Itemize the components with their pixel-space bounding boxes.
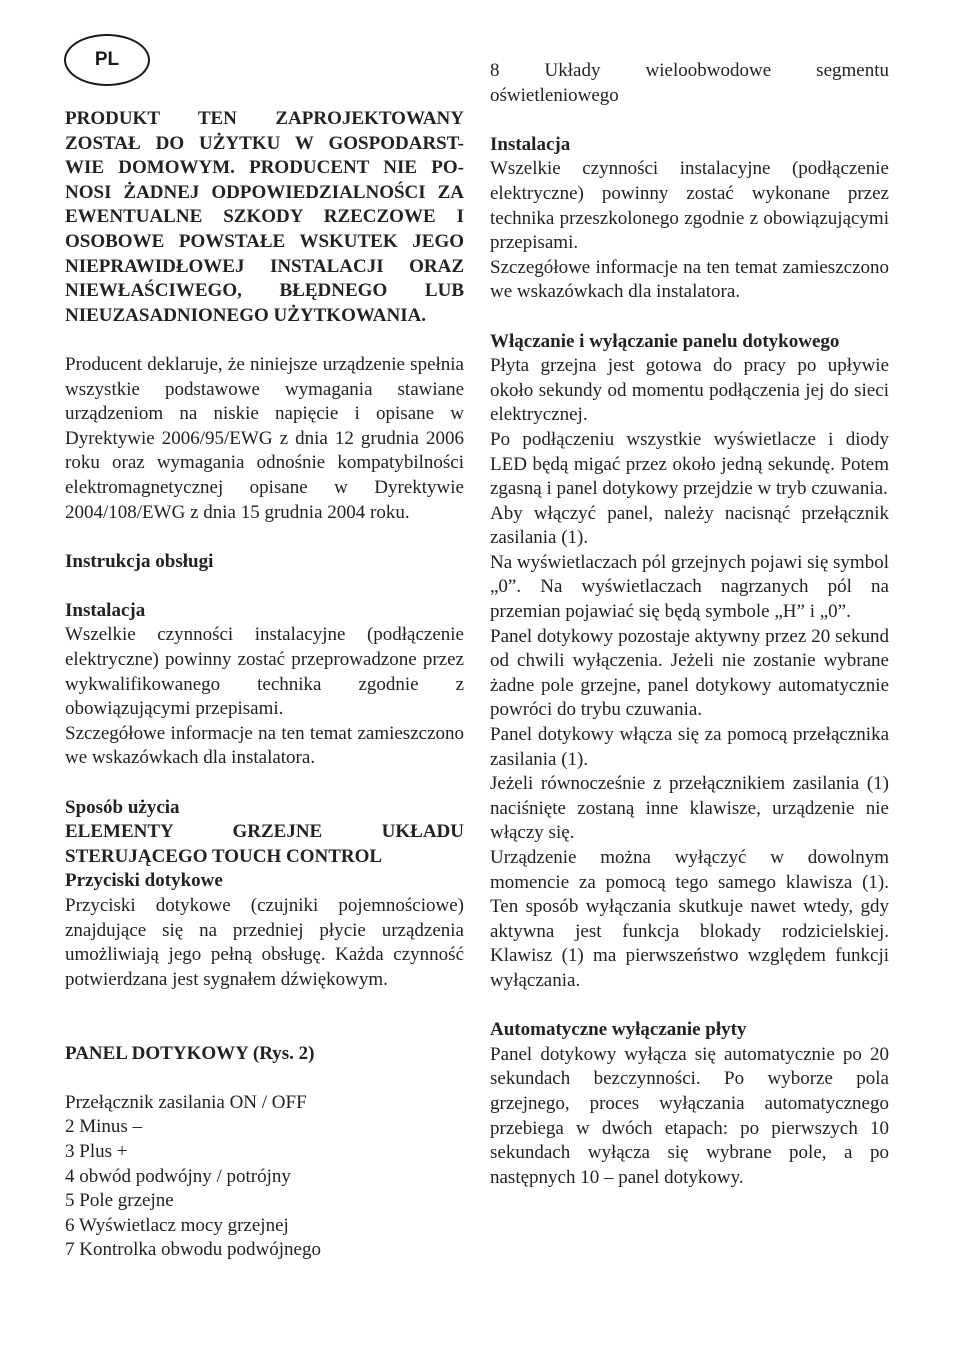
installation-heading: Instalacja (65, 599, 146, 621)
elements-heading-line: ELEMENTY GRZEJNE UKŁADU (65, 821, 464, 843)
warning-line: NIEPRAWIDŁOWEJ INSTALACJI ORAZ (65, 255, 464, 277)
warning-line: NIEWŁAŚCIWEGO, BŁĘDNEGO LUB (65, 280, 464, 302)
warning-line: EWENTUALNE SZKODY RZECZOWE I (65, 206, 464, 228)
touch-buttons-heading: Przyciski dotykowe (65, 870, 223, 892)
on-off-paragraph: Urządzenie można wyłączyć w dowolnym momencie za pomocą tego samego klawisza (1). Ten sposób wyłączania skutkuje nawet wtedy, gdy aktywna jest funkcja blokady rodzicielskiej. Klawisz (1) ma pierwszeństwo względem funkcji wyłączania. (490, 847, 889, 991)
usage-heading: Sposób użycia (65, 796, 180, 818)
auto-off-heading: Automatyczne wyłączanie płyty (490, 1019, 747, 1041)
warning-line: NIEUZASADNIONEGO UŻYTKOWANIA. (65, 304, 427, 326)
language-badge: PL (64, 34, 150, 86)
touch-panel-heading: PANEL DOTYKOWY (Rys. 2) (65, 1042, 315, 1064)
installation-heading: Instalacja (490, 133, 571, 155)
list-item-continuation: oświetleniowego (490, 84, 619, 106)
list-item: 7 Kontrolka obwodu podwójnego (65, 1239, 321, 1261)
installation-text: Wszelkie czynności instalacyjne (podłączenie elektryczne) powinny zostać wykonane przez technika przeszkolonego zgodnie z obowiązującymi przepisami. (490, 158, 889, 254)
on-off-heading: Włączanie i wyłączanie panelu dotykowego (490, 330, 840, 352)
warning-line: ZOSTAŁ DO UŻYTKU W GOSPODARST- (65, 132, 464, 154)
touch-buttons-text: Przyciski dotykowe (czujniki pojemnościowe) znajdujące się na przedniej płycie urządzenia umożliwiają jego pełną obsługę. Każda czynność potwierdzana jest sygnałem dźwiękowym. (65, 895, 464, 990)
list-item: 2 Minus – (65, 1116, 143, 1138)
on-off-paragraph: Po podłączeniu wszystkie wyświetlacze i diody LED będą migać przez około jedną sekundę. Potem zgasną i panel dotykowy przejdzie w tryb czuwania. (490, 428, 889, 500)
manual-heading: Instrukcja obsługi (65, 550, 214, 572)
warning-line: NOSI ŻADNEJ ODPOWIEDZIALNOŚCI ZA (65, 181, 464, 203)
list-item: 3 Plus + (65, 1140, 128, 1162)
list-item: 8 Układy wieloobwodowe segmentu (490, 60, 889, 81)
installation-more: Szczegółowe informacje na ten temat zamieszczono we wskazówkach dla instalatora. (490, 256, 889, 303)
right-column (490, 59, 889, 1190)
on-off-paragraph: Płyta grzejna jest gotowa do pracy po upływie około sekundy od momentu podłączenia jej do sieci elektrycznej. (490, 355, 889, 426)
elements-heading-line: STERUJĄCEGO TOUCH CONTROL (65, 845, 383, 867)
installation-text: Wszelkie czynności instalacyjne (podłączenie elektryczne) powinny zostać przeprowadzone przez wykwalifikowanego technika zgodnie z obowiązującymi przepisami. (65, 624, 464, 720)
warning-line: OSOBOWE POWSTAŁE WSKUTEK JEGO (65, 230, 464, 252)
on-off-paragraph: Panel dotykowy włącza się za pomocą przełącznika zasilania (1). (490, 724, 889, 770)
safety-warning (65, 107, 464, 328)
list-item: 6 Wyświetlacz mocy grzejnej (65, 1214, 289, 1236)
installation-more: Szczegółowe informacje na ten temat zamieszczono we wskazówkach dla instalatora. (65, 722, 464, 769)
list-item: 4 obwód podwójny / potrójny (65, 1165, 291, 1187)
auto-off-text: Panel dotykowy wyłącza się automatycznie po 20 sekundach bezczynności. Po wyborze pola grzejnego, proces wyłączania automatycznego przebiega w dwóch etapach: po pierwszych 10 sekundach wyłącza się wybrane pole, a po następnych 10 – panel dotykowy. (490, 1043, 889, 1188)
conformity-declaration: Producent deklaruje, że niniejsze urządzenie spełnia wszystkie podstawowe wymagania stawiane urządzeniom na niskie napięcie i opisane w Dyrektywie 2006/95/EWG z dnia 12 grudnia 2006 roku oraz wymagania odnośnie kompatybilności elektromagnetycznej opisane w Dyrektywie 2004/108/EWG z dnia 15 grudnia 2004 roku. (65, 353, 464, 523)
left-column (65, 107, 464, 1263)
on-off-paragraph: Aby włączyć panel, należy nacisnąć przełącznik zasilania (1). (490, 502, 889, 549)
warning-line: PRODUKT TEN ZAPROJEKTOWANY (65, 108, 464, 129)
list-item: Przełącznik zasilania ON / OFF (65, 1091, 307, 1113)
warning-line: WIE DOMOWYM. PRODUCENT NIE PO- (65, 157, 464, 179)
panel-item-list (65, 1091, 464, 1263)
on-off-paragraph: Panel dotykowy pozostaje aktywny przez 20 sekund od chwili wyłączenia. Jeżeli nie zostanie wybrane żadne pole grzejne, panel dotykowy automatycznie powróci do trybu czuwania. (490, 625, 889, 721)
on-off-paragraph: Na wyświetlaczach pól grzejnych pojawi się symbol „0”. Na wyświetlaczach nagrzanych pól na przemian pojawiać się będą symbole „H” i „0”. (490, 551, 889, 623)
on-off-paragraph: Jeżeli równocześnie z przełącznikiem zasilania (1) naciśnięte zostaną inne klawisze, urządzenie nie włączy się. (490, 773, 889, 844)
list-item: 5 Pole grzejne (65, 1190, 174, 1212)
